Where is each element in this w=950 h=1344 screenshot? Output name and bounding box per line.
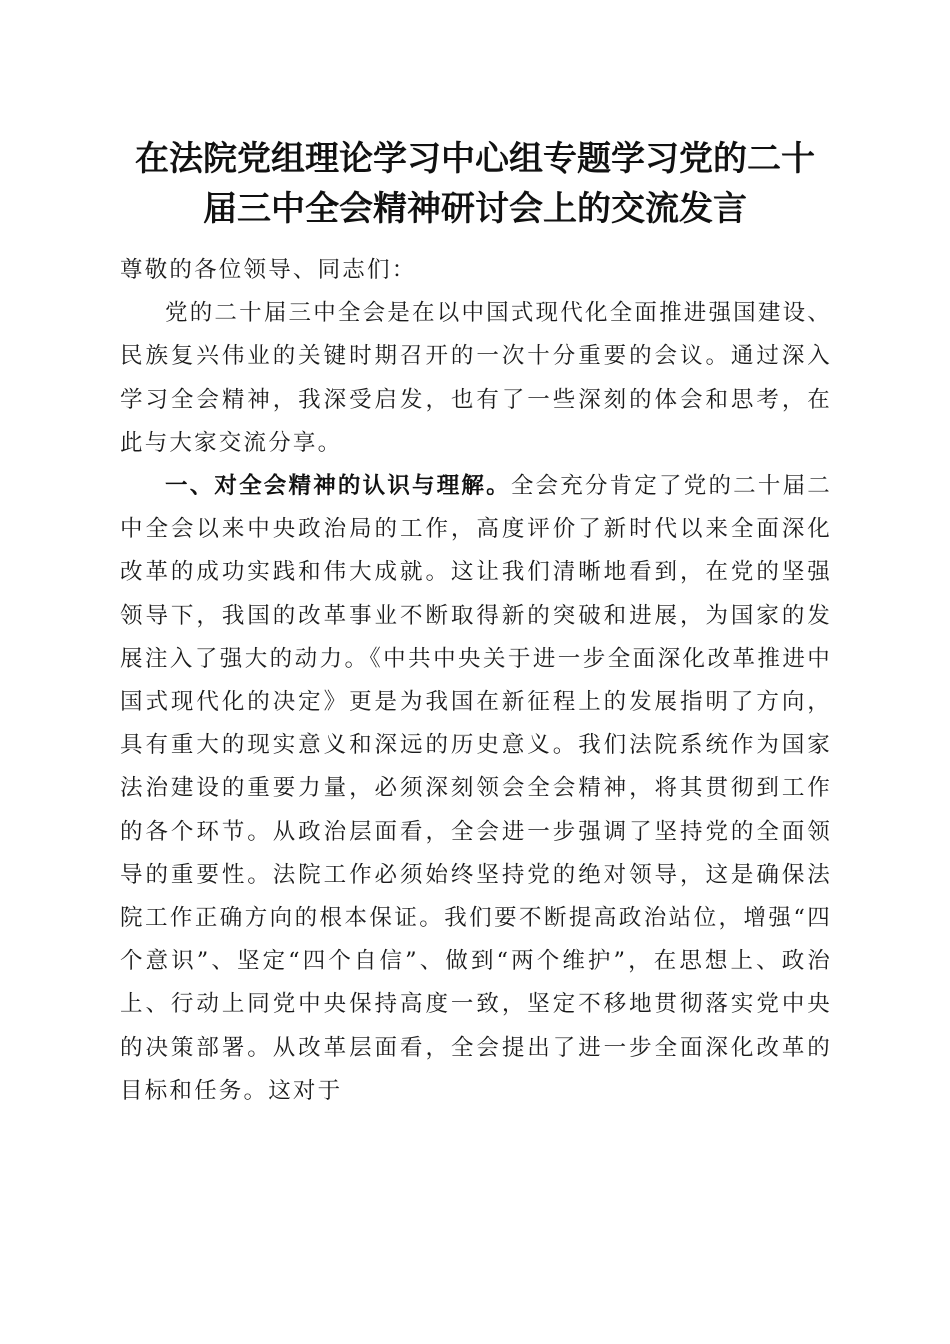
section-1-heading: 一、对全会精神的认识与理解。 <box>165 473 511 500</box>
section-1-paragraph <box>120 465 832 1113</box>
document-title <box>100 134 850 234</box>
title-line-2: 届三中全会精神研讨会上的交流发言 <box>203 189 747 229</box>
intro-paragraph: 党的二十届三中全会是在以中国式现代化全面推进强国建设、民族复兴伟业的关键时期召开的一次十分重要的会议。通过深入学习全会精神，我深受启发，也有了一些深刻的体会和思考，在此与大家交流分享。 <box>120 300 832 456</box>
document-body <box>120 249 832 1113</box>
salutation: 尊敬的各位领导、同志们： <box>120 257 417 283</box>
title-line-1: 在法院党组理论学习中心组专题学习党的二十 <box>135 139 815 179</box>
section-1-body: 全会充分肯定了党的二十届二中全会以来中央政治局的工作，高度评价了新时代以来全面深化改革的成功实践和伟大成就。这让我们清晰地看到，在党的坚强领导下，我国的改革事业不断取得新的突破和进展，为国家的发展注入了强大的动力。《中共中央关于进一步全面深化改革推进中国式现代化的决定》更是为我国在新征程上的发展指明了方向，具有重大的现实意义和深远的历史意义。我们法院系统作为国家法治建设的重要力量，必须深刻领会全会精神，将其贯彻到工作的各个环节。从政治层面看，全会进一步强调了坚持党的全面领导的重要性。法院工作必须始终坚持党的绝对领导，这是确保法院工作正确方向的根本保证。我们要不断提高政治站位，增强“四个意识”、坚定“四个自信”、做到“两个维护”，在思想上、政治上、行动上同党中央保持高度一致，坚定不移地贯彻落实党中央的决策部署。从改革层面看，全会提出了进一步全面深化改革的目标和任务。这对于 <box>120 473 832 1104</box>
